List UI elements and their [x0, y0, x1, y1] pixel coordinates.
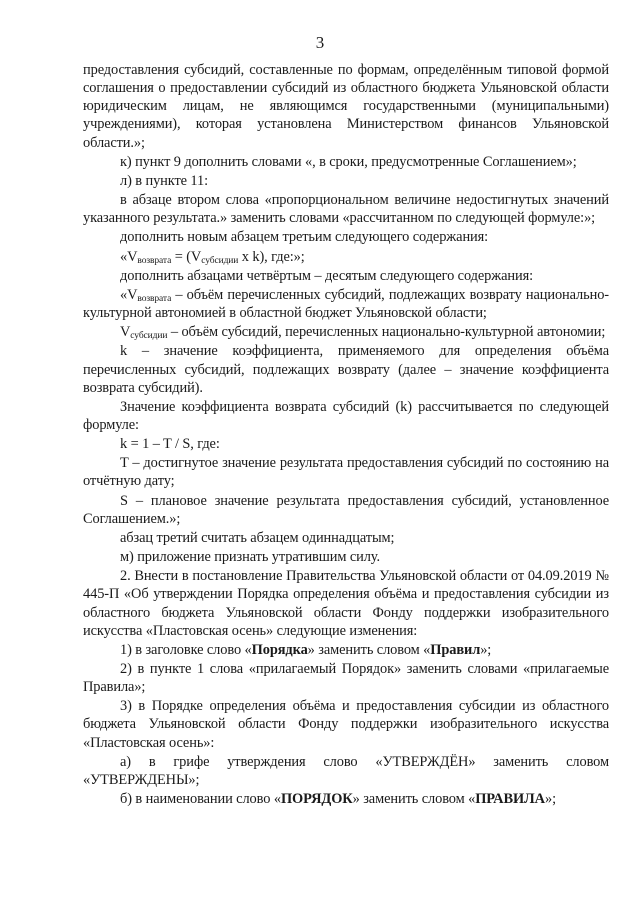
- paragraph: 2. Внести в постановление Правительства Ульяновской области от 04.09.2019 № 445-П «Об утверждении Порядка определения объёма и предоставления субсидии из областного бюджета Ульяновской области Фонду поддержки изобразительного искусства «Пластовская осень» следующие изменения:: [83, 568, 609, 639]
- bold-word: ПОРЯДОК: [280, 791, 353, 808]
- paragraph: дополнить новым абзацем третьим следующего содержания:: [120, 229, 489, 246]
- symbol-subscript: субсидии: [130, 331, 168, 342]
- symbol-subscript: возврата: [137, 293, 172, 304]
- definition-paragraph: [83, 323, 609, 341]
- bold-word: ПРАВИЛА: [475, 791, 545, 808]
- paragraph: м) приложение признать утратившим силу.: [120, 549, 380, 566]
- formula-text: «V: [120, 248, 138, 265]
- formula-text: x k), где:»;: [238, 248, 305, 265]
- paragraph: а) в грифе утверждения слово «УТВЕРЖДЁН» заменить словом «УТВЕРЖДЕНЫ»;: [83, 753, 609, 788]
- paragraph: абзац третий считать абзацем одиннадцатым;: [120, 529, 395, 546]
- paragraph-text: »;: [544, 791, 556, 808]
- formula-paragraph: k = 1 – T / S, где:: [120, 436, 220, 453]
- paragraph: в абзаце втором слова «пропорциональном величине недостигнутых значений указанного результата.» заменить словами «рассчитанном по следующей формуле:»;: [83, 192, 609, 227]
- paragraph-text: » заменить словом «: [352, 791, 476, 808]
- definition-text: – объём перечисленных субсидий, подлежащих возврату национально-культурной автономией в областной бюджет Ульяновской области;: [83, 286, 609, 322]
- formula-paragraph: [83, 248, 609, 266]
- paragraph: [83, 790, 609, 808]
- symbol-text: «V: [120, 286, 138, 303]
- paragraph: предоставления субсидий, составленные по формам, определённым типовой формой соглашения о предоставлении субсидий из областного бюджета Ульяновской области юридическим лицам, не являющимся государственными (муниципальными) учреждениями), которая установлена Министерством финансов Ульяновской области.»;: [83, 62, 609, 151]
- paragraph: k – значение коэффициента, применяемого для определения объёма перечисленных субсидий, подлежащих возврату (далее – значение коэффициента возврата субсидий).: [83, 343, 609, 396]
- definition-paragraph: [83, 286, 609, 322]
- paragraph: дополнить абзацами четвёртым – десятым следующего содержания:: [120, 267, 533, 284]
- bold-word: Правил: [430, 641, 481, 658]
- paragraph-text: » заменить словом «: [307, 641, 431, 658]
- paragraph-text: »;: [480, 641, 492, 658]
- paragraph: к) пункт 9 дополнить словами «, в сроки, предусмотренные Соглашением»;: [120, 153, 577, 170]
- formula-text: = (V: [171, 248, 202, 265]
- paragraph-text: 1) в заголовке слово «: [120, 641, 252, 658]
- definition-text: – объём субсидий, перечисленных национально-культурной автономии;: [167, 324, 606, 341]
- paragraph: T – достигнутое значение результата предоставления субсидий по состоянию на отчётную дату;: [83, 455, 609, 490]
- paragraph: S – плановое значение результата предоставления субсидий, установленное Соглашением.»;: [83, 492, 609, 527]
- formula-subscript: субсидии: [201, 255, 239, 266]
- page-number: 3: [315, 33, 325, 52]
- formula-subscript: возврата: [137, 255, 172, 266]
- document-body: [83, 61, 609, 808]
- bold-word: Порядка: [251, 641, 308, 658]
- paragraph: [83, 641, 609, 659]
- paragraph-text: б) в наименовании слово «: [120, 791, 281, 808]
- paragraph: 3) в Порядке определения объёма и предоставления субсидии из областного бюджета Ульяновской области Фонду поддержки изобразительного искусства «Пластовская осень»:: [83, 698, 609, 751]
- symbol-text: V: [120, 324, 131, 341]
- paragraph: Значение коэффициента возврата субсидий (k) рассчитывается по следующей формуле:: [83, 398, 609, 433]
- paragraph: л) в пункте 11:: [120, 172, 208, 189]
- paragraph: 2) в пункте 1 слова «прилагаемый Порядок» заменить словами «прилагаемые Правила»;: [83, 661, 609, 696]
